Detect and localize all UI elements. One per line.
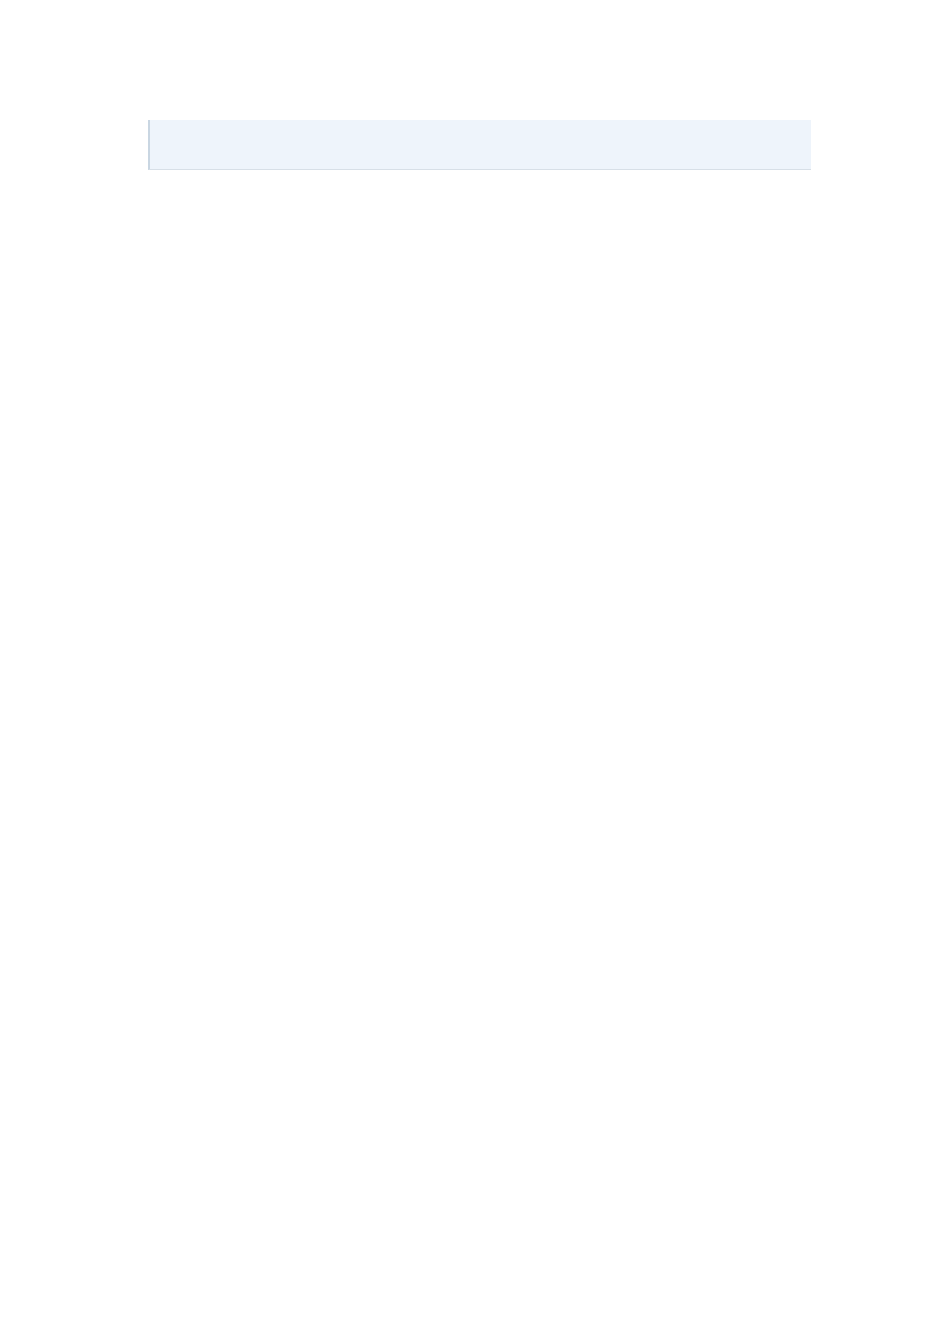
signs-table bbox=[138, 170, 811, 1207]
section-header bbox=[148, 120, 811, 170]
